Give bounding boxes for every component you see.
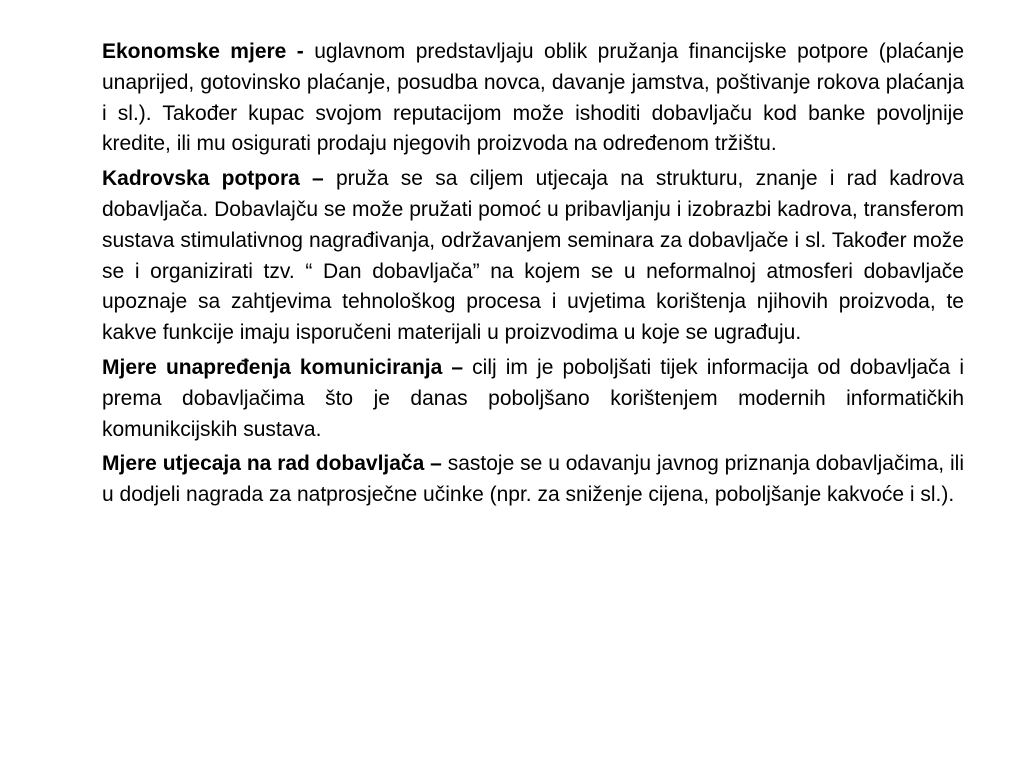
text-staff-support: pruža se sa ciljem utjecaja na strukturu, znanje i rad kadrova dobavljača. Dobavlajču se može pružati pomoć u pribavljanju i izobrazbi kadrova, transferom sustava stimulativnog nagrađivanja, održavanjem seminara za dobavljače i sl. Također može se i organizirati tzv. “ Dan dobavljača” na kojem se u neformalnoj atmosferi dobavljače upoznaje sa zahtjevima tehnološkog procesa i uvjetima korištenja njihovih proizvoda, te kakve funkcije imaju isporučeni materijali u proizvodima u koje se ugrađuju. (102, 167, 964, 345)
term-staff-support: Kadrovska potpora – (102, 167, 336, 191)
term-communication-measures: Mjere unapređenja komuniciranja – (102, 355, 473, 379)
paragraph-supplier-work-measures (102, 449, 964, 511)
term-supplier-work-measures: Mjere utjecaja na rad dobavljača – (102, 452, 448, 476)
text-communication-measures: cilj im je poboljšati tijek informacija od dobavljača i prema dobavljačima što je danas poboljšano korištenjem modernih informatičkih komunikcijskih sustava. (102, 355, 964, 441)
slide-content (102, 37, 964, 515)
term-economic-measures: Ekonomske mjere - (102, 40, 315, 63)
text-supplier-work-measures: sastoje se u odavanju javnog priznanja dobavljačima, ili u dodjeli nagrada za natprosječne učinke (npr. za sniženje cijena, poboljšanje kakvoće i sl.). (102, 452, 964, 507)
paragraph-communication-measures (102, 353, 964, 445)
paragraph-staff-support (102, 164, 964, 349)
paragraph-economic-measures (102, 37, 964, 160)
text-economic-measures: uglavnom predstavljaju oblik pružanja financijske potpore (plaćanje unaprijed, gotovinsko plaćanje, posudba novca, davanje jamstva, poštivanje rokova plaćanja i sl.). Također kupac svojom reputacijom može ishoditi dobavljaču kod banke povoljnije kredite, ili mu osigurati prodaju njegovih proizvoda na određenom tržištu. (102, 40, 964, 156)
